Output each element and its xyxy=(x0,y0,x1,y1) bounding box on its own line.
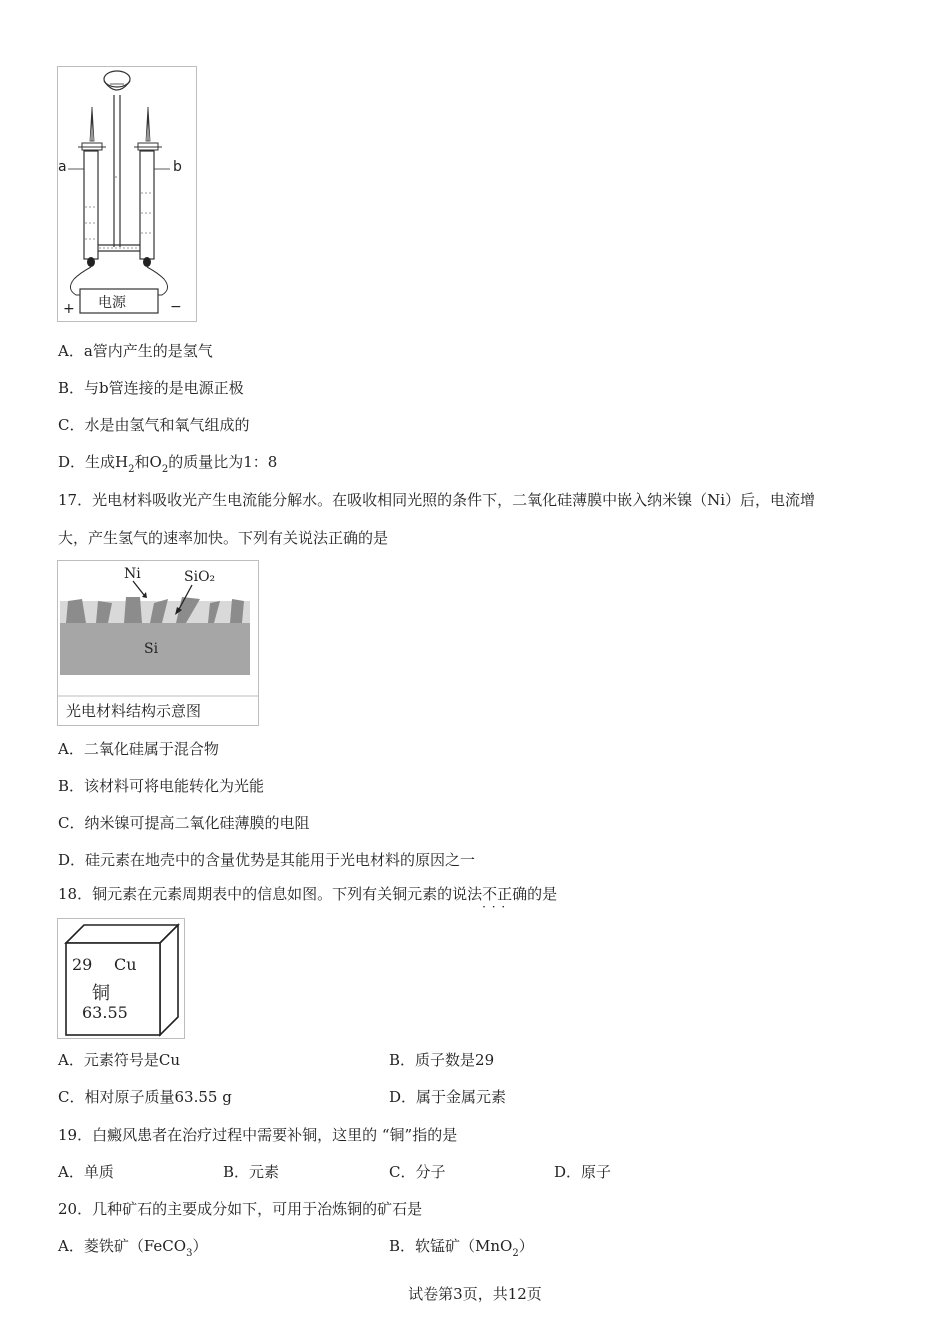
option-letter: D． xyxy=(554,1163,582,1181)
option-text: 二氧化硅属于混合物 xyxy=(83,740,219,758)
stem-text-pre: 18．铜元素在元素周期表中的信息如图。下列有关铜元素的说法 xyxy=(58,885,483,903)
subscript: 2 xyxy=(128,464,135,475)
option-text-post: ） xyxy=(192,1237,208,1255)
ni-label: Ni xyxy=(124,566,141,582)
q17-stem-line1: 17．光电材料吸收光产生电流能分解水。在吸收相同光照的条件下，二氧化硅薄膜中嵌入纳米镍（Ni）后，电流增 xyxy=(58,491,816,509)
option-letter: A． xyxy=(58,1163,84,1181)
option-letter: B． xyxy=(223,1163,250,1181)
option-letter: A． xyxy=(58,740,84,758)
atomic-mass: 63.55 xyxy=(82,1003,128,1022)
option-text-mid: 和O xyxy=(134,453,162,471)
option-text: 与b管连接的是电源正极 xyxy=(84,379,244,397)
subscript: 2 xyxy=(161,464,169,475)
q18-option-a[interactable] xyxy=(58,1050,180,1070)
q17-option-d[interactable] xyxy=(58,850,475,870)
q16-option-b[interactable] xyxy=(58,378,244,398)
option-text: 元素符号是Cu xyxy=(83,1051,180,1069)
power-supply-label: 电源 xyxy=(98,295,126,311)
q20-option-a[interactable] xyxy=(58,1236,207,1264)
q16-option-c[interactable] xyxy=(58,415,250,435)
option-text-post: 的质量比为1：8 xyxy=(168,453,278,471)
option-text: 纳米镍可提高二氧化硅薄膜的电阻 xyxy=(84,814,310,832)
minus-terminal-label: − xyxy=(170,299,182,315)
q16-option-d[interactable] xyxy=(58,452,277,480)
q20-stem: 20．几种矿石的主要成分如下，可用于冶炼铜的矿石是 xyxy=(58,1200,423,1218)
q17-option-a[interactable] xyxy=(58,739,219,759)
option-letter: D． xyxy=(58,851,86,869)
q17-stem-line2: 大，产生氢气的速率加快。下列有关说法正确的是 xyxy=(58,529,389,547)
figure-caption: 光电材料结构示意图 xyxy=(66,702,202,720)
option-text: 水是由氢气和氧气组成的 xyxy=(84,416,250,434)
sio2-label: SiO₂ xyxy=(184,569,216,585)
option-letter: A． xyxy=(58,1237,84,1255)
copper-element-figure xyxy=(57,918,185,1039)
option-letter: D． xyxy=(58,453,86,471)
option-text: a管内产生的是氢气 xyxy=(83,342,213,360)
electrolysis-figure xyxy=(57,66,197,322)
element-name: 铜 xyxy=(92,983,110,1004)
q17-option-b[interactable] xyxy=(58,776,264,796)
q17-option-c[interactable] xyxy=(58,813,310,833)
option-text: 元素 xyxy=(249,1163,280,1181)
page-footer: 试卷第3页，共12页 xyxy=(408,1285,542,1303)
option-letter: B． xyxy=(58,777,85,795)
subscript: 2 xyxy=(512,1248,519,1259)
tube-b-label: b xyxy=(173,159,182,175)
option-letter: C． xyxy=(58,814,85,832)
emphasis-text: 不正确 · · · xyxy=(482,885,527,903)
option-text-post: ） xyxy=(518,1237,534,1255)
q20-option-b[interactable] xyxy=(389,1236,534,1264)
option-letter: A． xyxy=(58,1051,84,1069)
option-letter: B． xyxy=(58,379,85,397)
element-symbol: Cu xyxy=(114,955,137,974)
option-text: 原子 xyxy=(581,1163,612,1181)
q18-option-b[interactable] xyxy=(389,1050,494,1070)
option-letter: B． xyxy=(389,1051,416,1069)
q19-stem: 19．白癜风患者在治疗过程中需要补铜，这里的 “铜”指的是 xyxy=(58,1126,458,1144)
q19-option-b[interactable] xyxy=(223,1162,279,1182)
option-letter: C． xyxy=(389,1163,416,1181)
q16-option-a[interactable] xyxy=(58,341,213,361)
option-text: 硅元素在地壳中的含量优势是其能用于光电材料的原因之一 xyxy=(85,851,476,869)
option-text: 相对原子质量63.55 g xyxy=(84,1088,232,1106)
option-text-pre: 生成H xyxy=(85,453,129,471)
stem-text-post: 的是 xyxy=(527,885,558,903)
photoelectric-figure xyxy=(57,560,259,726)
option-text: 质子数是29 xyxy=(415,1051,495,1069)
atomic-number: 29 xyxy=(72,955,93,974)
option-letter: D． xyxy=(389,1088,417,1106)
electrolysis-diagram xyxy=(58,67,196,321)
plus-terminal-label: + xyxy=(63,301,75,317)
q19-option-c[interactable] xyxy=(389,1162,446,1182)
option-text-pre: 菱铁矿（FeCO xyxy=(83,1237,187,1255)
q19-option-d[interactable] xyxy=(554,1162,611,1182)
tube-a-label: a xyxy=(58,159,67,175)
q19-option-a[interactable] xyxy=(58,1162,114,1182)
option-text: 单质 xyxy=(83,1163,114,1181)
q18-option-c[interactable] xyxy=(58,1087,232,1107)
option-letter: C． xyxy=(58,1088,85,1106)
q18-stem xyxy=(58,884,557,904)
option-text: 分子 xyxy=(415,1163,446,1181)
subscript: 3 xyxy=(186,1248,193,1259)
q18-option-d[interactable] xyxy=(389,1087,506,1107)
si-label: Si xyxy=(144,641,159,657)
option-letter: B． xyxy=(389,1237,416,1255)
option-text: 属于金属元素 xyxy=(416,1088,507,1106)
option-text-pre: 软锰矿（MnO xyxy=(415,1237,513,1255)
option-letter: A． xyxy=(58,342,84,360)
option-letter: C． xyxy=(58,416,85,434)
option-text: 该材料可将电能转化为光能 xyxy=(84,777,265,795)
